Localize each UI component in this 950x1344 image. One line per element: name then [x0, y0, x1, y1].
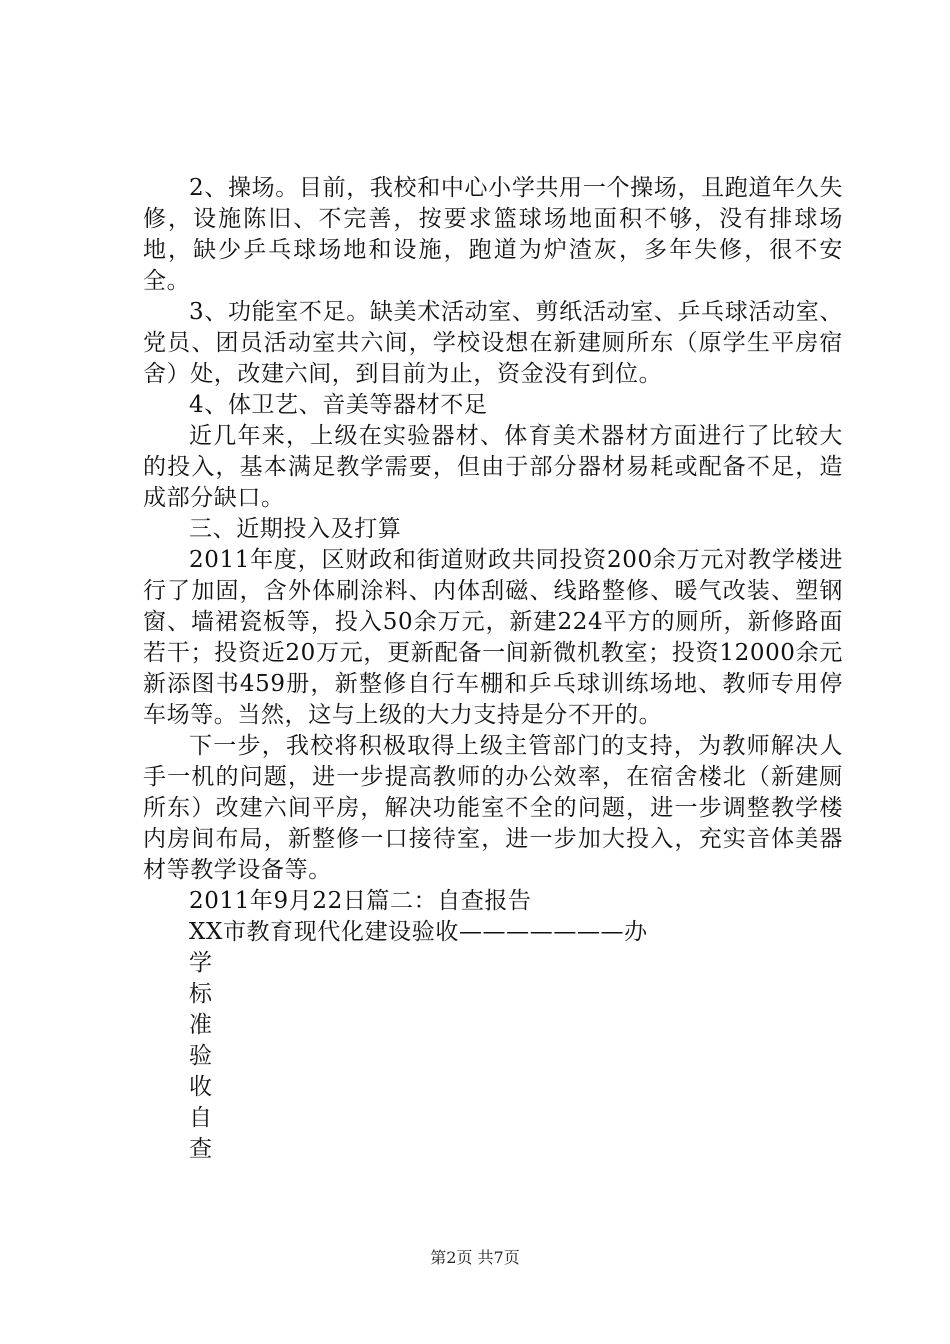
paragraph-playground: 2、操场。目前，我校和中心小学共用一个操场，且跑道年久失修，设施陈旧、不完善，按要求篮球场地面积不够，没有排球场地，缺少乒乓球场地和设施，跑道为炉渣灰，多年失修，很不安全。	[143, 175, 843, 294]
vertical-char: 标	[189, 981, 213, 1007]
vertical-char: 学	[189, 950, 213, 976]
paragraph-next-step: 下一步，我校将积极取得上级主管部门的支持，为教师解决人手一机的问题，进一步提高教师的办公效率，在宿舍楼北（新建厕所东）改建六间平房，解决功能室不全的问题，进一步调整教学楼内房间布局，新整修一口接待室，进一步加大投入，充实音体美器材等教学设备等。	[143, 733, 843, 883]
vertical-char: 查	[189, 1136, 213, 1162]
paragraph-date: 2011年9月22日篇二：自查报告	[189, 888, 532, 914]
document-body	[143, 173, 843, 1165]
paragraph-investment-2011: 2011年度，区财政和街道财政共同投资200余万元对教学楼进行了加固，含外体刷涂料、内体刮磁、线路整修、暖气改装、塑钢窗、墙裙瓷板等，投入50余万元，新建224平方的厕所，新修路面若干；投资近20万元，更新配备一间新微机教室；投资12000余元新添图书459册，新整修自行车棚和乒乓球训练场地、教师专用停车场等。当然，这与上级的大力支持是分不开的。	[143, 547, 843, 728]
vertical-char: 自	[189, 1105, 213, 1131]
vertical-char: 准	[189, 1012, 213, 1038]
vertical-char: 验	[189, 1043, 213, 1069]
paragraph-equipment-heading: 4、体卫艺、音美等器材不足	[189, 392, 488, 418]
page-footer: 第2页 共7页	[430, 1248, 520, 1267]
report-heading: XX市教育现代化建设验收———————办	[189, 919, 648, 945]
vertical-char: 收	[189, 1074, 213, 1100]
paragraph-equipment: 近几年来，上级在实验器材、体育美术器材方面进行了比较大的投入，基本满足教学需要，但由于部分器材易耗或配备不足，造成部分缺口。	[143, 423, 843, 511]
paragraph-function-rooms: 3、功能室不足。缺美术活动室、剪纸活动室、乒乓球活动室、党员、团员活动室共六间，学校设想在新建厕所东（原学生平房宿舍）处，改建六间，到目前为止，资金没有到位。	[143, 299, 843, 387]
section-heading-investment: 三、近期投入及打算	[189, 516, 402, 542]
